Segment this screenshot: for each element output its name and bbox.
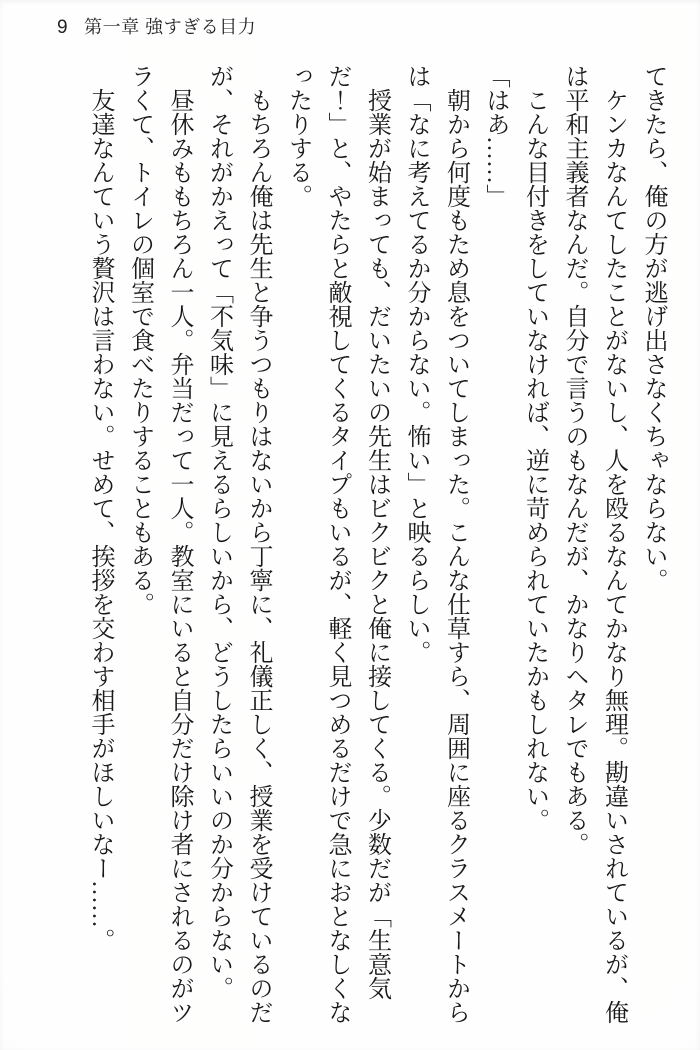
page-header <box>57 13 256 39</box>
paragraph: ケンカなんてしたことがないし、人を殴るなんてかなり無理。勘違いされているが、俺は平和主義者なんだ。自分で言うのもなんだが、かなりヘタレでもある。 <box>561 64 627 1024</box>
paragraph: もちろん俺は先生と争うつもりはないから丁寧に、礼儀正しく、授業を受けているのだが、それがかえって「不気味」に見えるらしいから、どうしたらいいのか分からない。 <box>205 64 271 1024</box>
page-number: 9 <box>57 17 69 38</box>
paragraph: 「はあ……」 <box>482 64 508 208</box>
paragraph: 授業が始まっても、だいたいの先生はビクビクと俺に接してくる。少数だが「生意気だ！」と、やたらと敵視してくるタイプもいるが、軽く見つめるだけで急におとなしくなったりする。 <box>284 64 390 1024</box>
paragraph: てきたら、俺の方が逃げ出さなくちゃならない。 <box>640 64 666 592</box>
paragraph: 友達なんていう贅沢は言わない。せめて、挨拶を交わす相手がほしいなー……。 <box>87 88 113 952</box>
paragraph: こんな目付きをしていなければ、逆に苛められていたかもしれない。 <box>521 88 548 832</box>
chapter-title: 第一章 強すぎる目力 <box>84 17 257 37</box>
text-block <box>76 64 672 1027</box>
paragraph: 昼休みももちろん一人。弁当だって一人。教室にいると自分だけ除け者にされるのがツラくて、トイレの個室で食べたりすることもある。 <box>126 64 192 1024</box>
paragraph: 朝から何度もため息をついてしまった。こんな仕草すら、周囲に座るクラスメートからは「なに考えてるか分からない。怖い」と映るらしい。 <box>403 64 469 1024</box>
